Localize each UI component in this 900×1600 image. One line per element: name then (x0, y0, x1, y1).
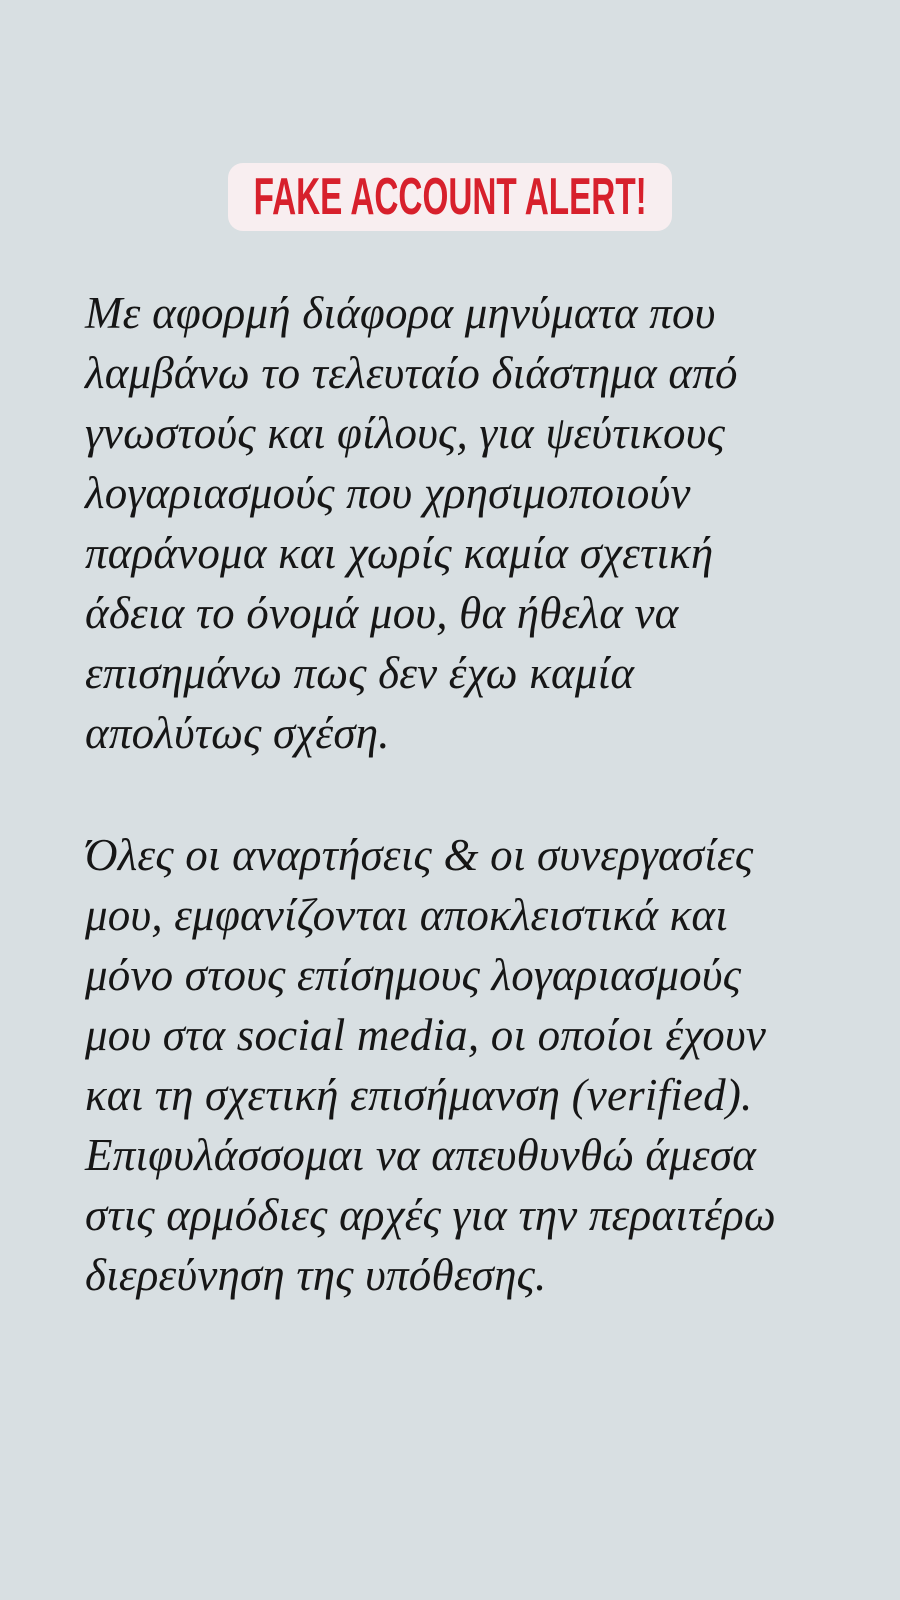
text-line: γνωστούς και φίλους, για ψεύτικους (85, 408, 726, 458)
text-line: λογαριασμούς που χρησιμοποιούν (85, 468, 691, 518)
announcement-text (85, 283, 860, 1305)
text-line: παράνομα και χωρίς καμία σχετική (85, 528, 714, 578)
text-line: στις αρμόδιες αρχές για την περαιτέρω (85, 1190, 776, 1240)
text-line: Με αφορμή διάφορα μηνύματα που (85, 288, 716, 338)
text-line: και τη σχετική επισήμανση (verified). (85, 1070, 753, 1120)
text-line: Επιφυλάσσομαι να απευθυνθώ άμεσα (85, 1130, 757, 1180)
text-line: μόνο στους επίσημους λογαριασμούς (85, 950, 742, 1000)
text-line: μου, εμφανίζονται αποκλειστικά και (85, 890, 728, 940)
text-line: άδεια το όνομά μου, θα ήθελα να (85, 588, 679, 638)
text-line: μου στα social media, οι οποίοι έχουν (85, 1010, 767, 1060)
text-line: διερεύνηση της υπόθεσης. (85, 1250, 547, 1300)
fake-account-alert-label: FAKE ACCOUNT ALERT! (253, 168, 647, 226)
text-line: απολύτως σχέση. (85, 708, 390, 758)
text-line: Όλες οι αναρτήσεις & οι συνεργασίες (85, 830, 754, 880)
fake-account-alert-badge (228, 163, 672, 231)
text-line: λαμβάνω το τελευταίο διάστημα από (85, 348, 738, 398)
text-line: επισημάνω πως δεν έχω καμία (85, 648, 635, 698)
announcement-paragraph-1 (85, 283, 860, 763)
announcement-paragraph-2 (85, 825, 860, 1305)
